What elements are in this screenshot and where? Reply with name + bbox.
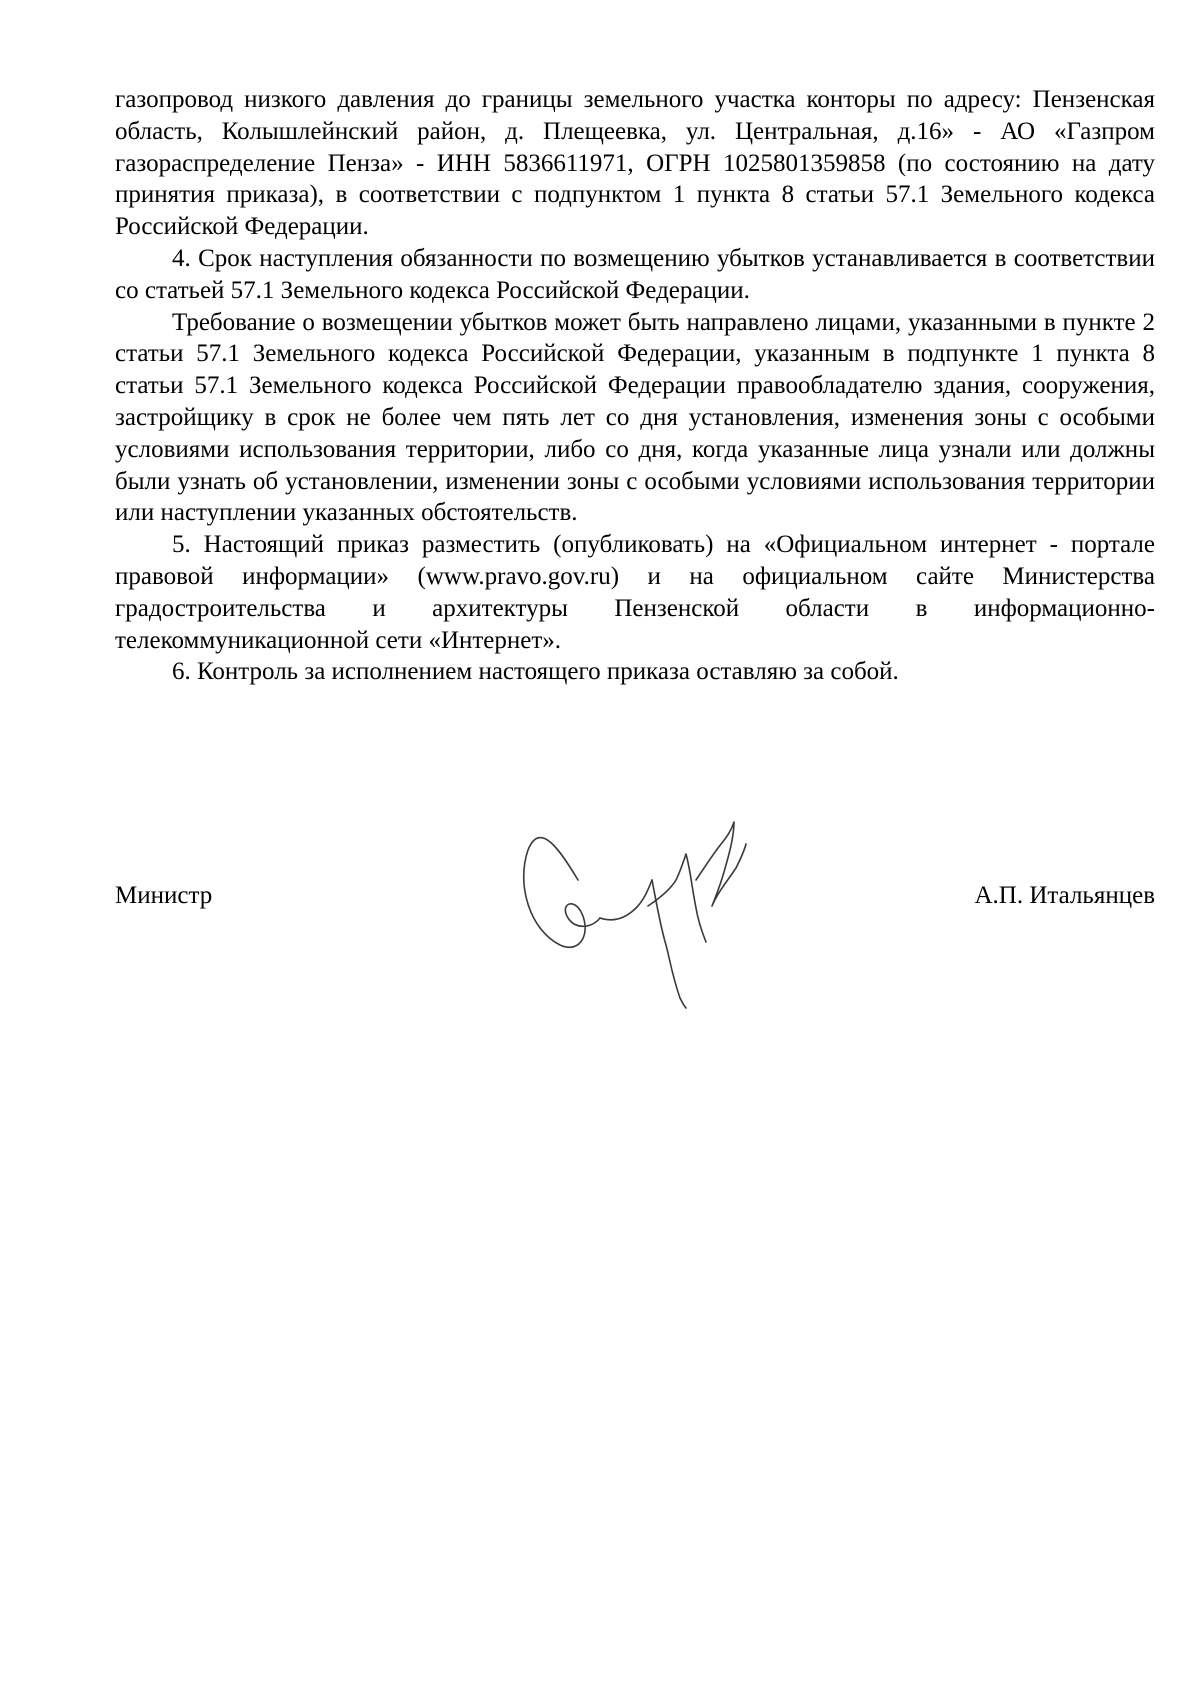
signature-stroke-loop	[524, 838, 600, 948]
signature-stroke-tail	[680, 998, 686, 1008]
document-body	[115, 84, 1155, 688]
paragraph-item-5: 5. Настоящий приказ разместить (опубликовать) на «Официальном интернет - портале правовой информации» (www.pravo.gov.ru) и на официальном сайте Министерства градостроительства и архитектуры Пензенской области в информационно-телекоммуникационной сети «Интернет».	[115, 531, 1155, 654]
signature-stroke-middle	[648, 854, 706, 942]
handwritten-signature	[520, 810, 780, 1010]
paragraph-claim: Требование о возмещении убытков может быть направлено лицами, указанными в пункте 2 статьи 57.1 Земельного кодекса Российской Федерации, указанным в подпункте 1 пункта 8 статьи 57.1 Земельного кодекса Российской Федерации правообладателю здания, сооружения, застройщику в срок не более чем пять лет со дня установления, изменения зоны с особыми условиями использования территории, либо со дня, когда указанные лица узнали или должны были узнать об установлении, изменении зоны с особыми условиями использования территории или наступлении указанных обстоятельств.	[115, 308, 1155, 527]
signer-name: А.П. Итальянцев	[974, 882, 1155, 909]
paragraph-item-6: 6. Контроль за исполнением настоящего приказа оставляю за собой.	[172, 658, 899, 686]
signature-stroke-connector	[600, 880, 652, 920]
paragraph-continuation: газопровод низкого давления до границы земельного участка конторы по адресу: Пензенская область, Колышлейнский район, д. Плещеевка, ул. Центральная, д.16» - АО «Газпром газораспределение Пенза» - ИНН 5836611971, ОГРН 1025801359858 (по состоянию на дату принятия приказа), в соответствии с подпунктом 1 пункта 8 статьи 57.1 Земельного кодекса Российской Федерации.	[115, 86, 1155, 241]
signature-stroke-down-1	[652, 880, 680, 998]
signature-stroke-flourish	[696, 822, 746, 906]
paragraph-item-4: 4. Срок наступления обязанности по возмещению убытков устанавливается в соответствии со статьей 57.1 Земельного кодекса Российской Федерации.	[115, 244, 1155, 304]
signer-position: Министр	[115, 882, 213, 909]
